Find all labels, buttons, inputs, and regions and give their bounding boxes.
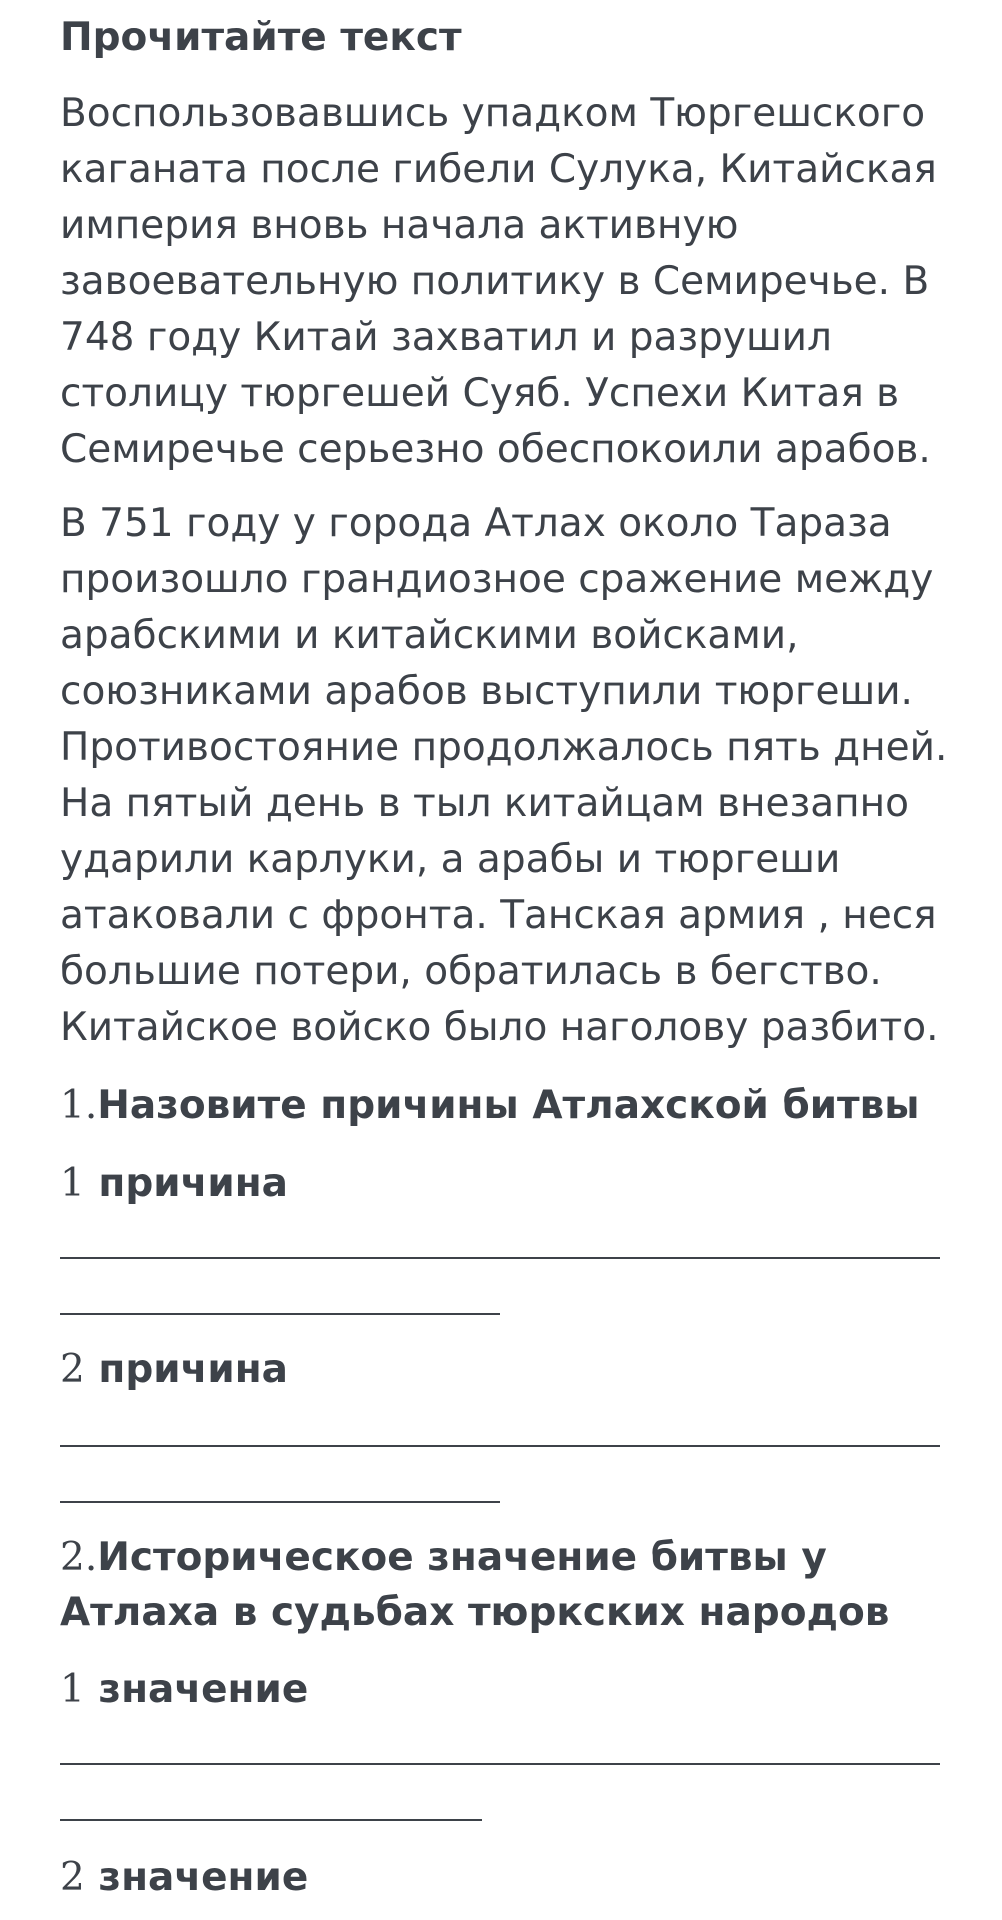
item-label: значение [98, 1855, 309, 1900]
answer-line[interactable] [60, 1819, 482, 1821]
paragraph-line: Воспользовавшись упадком Тюргешского [60, 91, 926, 136]
paragraph-line: союзниками арабов выступили тюргеши. [60, 669, 913, 714]
paragraph-line: атаковали с фронта. Танская армия , неся [60, 893, 937, 938]
paragraph-line: арабскими и китайскими войсками, [60, 613, 799, 658]
paragraph-line: Китайское войско было наголову разбито. [60, 1005, 939, 1050]
paragraph-line: 748 году Китай захватил и разрушил [60, 315, 832, 360]
paragraph-line: каганата после гибели Сулука, Китайская [60, 147, 937, 192]
item-label: причина [98, 1161, 288, 1206]
question-number: 1. [60, 1083, 98, 1128]
item-number: 1 [60, 1161, 85, 1206]
paragraph-line: ударили карлуки, а арабы и тюргеши [60, 837, 841, 882]
page-title: Прочитайте текст [60, 15, 462, 60]
question-number: 2. [60, 1535, 98, 1580]
item-label: причина [98, 1347, 288, 1392]
paragraph-line: В 751 году у города Атлах около Тараза [60, 501, 892, 546]
paragraph-line: Семиречье серьезно обеспокоили арабов. [60, 427, 931, 472]
question-1-heading [60, 1078, 920, 1134]
item-number: 2 [60, 1855, 85, 1900]
answer-line[interactable] [60, 1445, 940, 1447]
paragraph-line: Противостояние продолжалось пять дней. [60, 725, 948, 770]
text-paragraph-1 [60, 86, 960, 478]
answer-line[interactable] [60, 1313, 500, 1315]
question-1-item-2 [60, 1342, 288, 1398]
paragraph-line: империя вновь начала активную [60, 203, 739, 248]
paragraph-line: завоевательную политику в Семиречье. В [60, 259, 930, 304]
item-number: 2 [60, 1347, 85, 1392]
question-text-line-2: Атлаха в судьбах тюркских народов [60, 1590, 890, 1635]
answer-line[interactable] [60, 1257, 940, 1259]
question-text-line-1: Историческое значение битвы у [97, 1535, 827, 1580]
text-paragraph-2 [60, 496, 960, 1056]
answer-line[interactable] [60, 1763, 940, 1765]
question-2-heading-cont [60, 1585, 889, 1641]
question-2-item-1 [60, 1662, 308, 1718]
question-text: Назовите причины Атлахской битвы [97, 1083, 920, 1128]
question-2-item-2 [60, 1850, 308, 1906]
answer-line[interactable] [60, 1501, 500, 1503]
paragraph-line: большие потери, обратилась в бегство. [60, 949, 882, 994]
question-1-item-1 [60, 1156, 288, 1212]
paragraph-line: столицу тюргешей Суяб. Успехи Китая в [60, 371, 900, 416]
paragraph-line: На пятый день в тыл китайцам внезапно [60, 781, 909, 826]
item-label: значение [98, 1667, 309, 1712]
item-number: 1 [60, 1667, 85, 1712]
paragraph-line: произошло грандиозное сражение между [60, 557, 934, 602]
question-2-heading [60, 1530, 827, 1586]
